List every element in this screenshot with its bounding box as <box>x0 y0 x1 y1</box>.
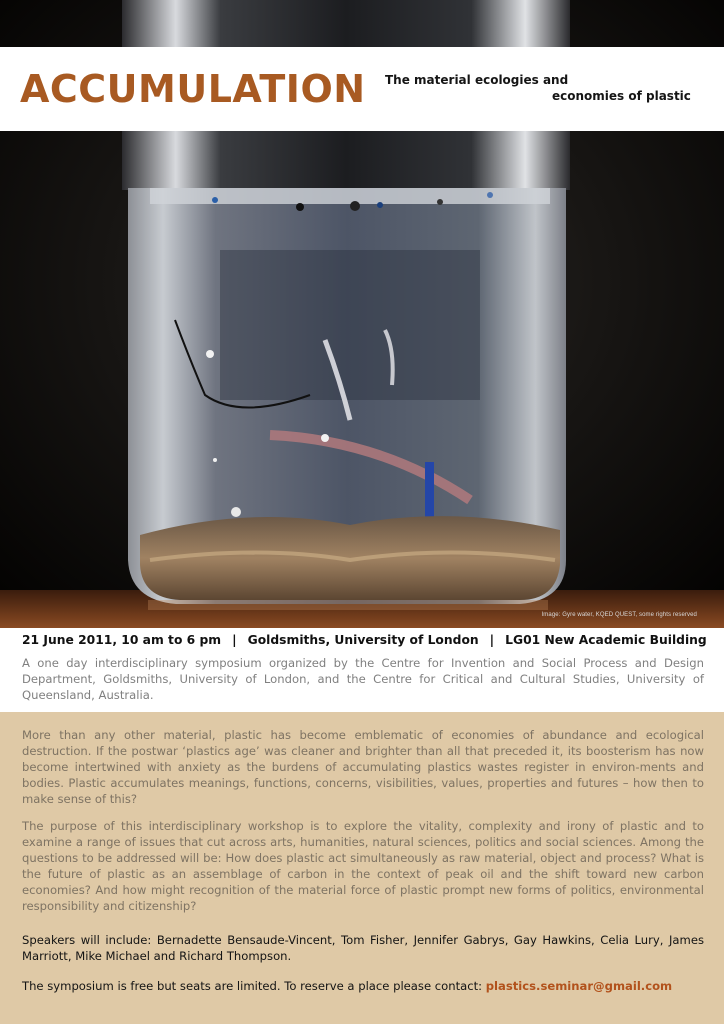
description-paragraph-1: More than any other material, plastic has become emblematic of economies of abundance and ecological destruction. If the postwar ‘plastics age’ was cleaner and brighter than all that preceded it, its boosterism has now become intertwined with anxiety as the burdens of accumulating plastics wastes register in environ-ments and bodies. Plastic accumulates meanings, functions, concerns, visibilities, values, properties and futures – how then to make sense of this? <box>22 728 704 806</box>
title-band <box>0 47 724 131</box>
description-paragraph-2: The purpose of this interdisciplinary workshop is to explore the vitality, complexity and irony of plastic and to examine a range of issues that cut across arts, humanities, natural sciences, politics and social sciences. Among the questions to be addressed will be: How does plastic act simultaneously as raw material, object and process? What is the future of plastic as an assemblage of carbon in the context of peak oil and the shift toward new carbon economies? And how might recognition of the material force of plastic prompt new forms of politics, environmental responsibility and citizenship? <box>22 819 704 913</box>
contact-text: The symposium is free but seats are limited. To reserve a place please contact: <box>22 979 483 993</box>
intro-paragraph: A one day interdisciplinary symposium organized by the Centre for Invention and Social Process and Design Department, Goldsmiths, University of London, and the Centre for Critical and Cultural Studies, University of Queensland, Australia. <box>22 656 704 702</box>
image-credit: Image: Gyre water, KQED QUEST, some rights reserved <box>541 612 697 618</box>
poster-title: ACCUMULATION <box>20 67 366 111</box>
event-details-line <box>22 633 707 647</box>
speakers-list: Speakers will include: Bernadette Bensaude-Vincent, Tom Fisher, Jennifer Gabrys, Gay Hawkins, Celia Lury, James Marriott, Mike Michael and Richard Thompson. <box>22 933 704 963</box>
separator: | <box>489 633 495 647</box>
description-block <box>0 712 724 1024</box>
subtitle-line-2: economies of plastic <box>552 89 691 103</box>
event-venue: Goldsmiths, University of London <box>247 633 479 647</box>
event-date-time: 21 June 2011, 10 am to 6 pm <box>22 633 222 647</box>
event-room: LG01 New Academic Building <box>505 633 707 647</box>
separator: | <box>232 633 237 647</box>
subtitle-line-1: The material ecologies and <box>385 73 569 87</box>
contact-line <box>22 978 704 994</box>
contact-email-link[interactable]: plastics.seminar@gmail.com <box>485 979 673 993</box>
